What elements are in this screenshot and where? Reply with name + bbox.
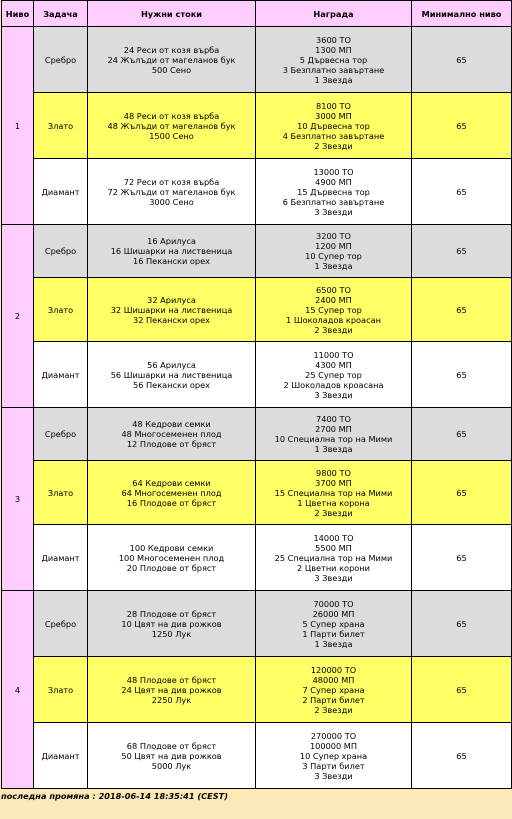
reward-line: 1 Парти билет: [302, 628, 365, 639]
goods-line: 3000 Сено: [149, 196, 194, 207]
task-cell: Сребро: [34, 408, 88, 461]
goods-line: 100 Многосеменен плод: [118, 552, 225, 563]
reward-line: 3 Звезди: [314, 389, 353, 400]
goods-line: 12 Плодове от бряст: [126, 439, 217, 449]
reward-line: 1 Звезда: [314, 74, 353, 85]
reward-line: 1300 МП: [315, 44, 352, 55]
task-cell: Злато: [34, 93, 88, 159]
reward-cell: [256, 225, 412, 278]
reward-line: 2 Звезди: [314, 140, 353, 151]
level-cell: 3: [2, 408, 34, 591]
reward-line: 11000 ТО: [313, 349, 354, 360]
goods-line: 48 Жълъди от магеланов бук: [107, 120, 236, 131]
table-row: [2, 591, 512, 657]
min-level-cell: 65: [412, 278, 512, 342]
header-reward: Награда: [256, 1, 412, 27]
table-body: [2, 27, 512, 789]
min-level-cell: 65: [412, 525, 512, 591]
reward-line: 2 Цветни корони: [297, 562, 370, 573]
reward-line: 2 Шоколадов кроасана: [283, 379, 384, 390]
reward-cell: [256, 591, 412, 657]
reward-line: 5500 МП: [315, 542, 352, 553]
reward-line: 3 Парти билет: [302, 760, 365, 771]
reward-line: 4900 МП: [315, 176, 352, 187]
goods-line: 16 Арилуса: [147, 236, 196, 246]
reward-line: 1 Звезда: [314, 638, 353, 649]
goods-line: 20 Плодове от бряст: [126, 562, 217, 573]
goods-cell: [88, 657, 256, 723]
reward-line: 100000 МП: [309, 740, 358, 751]
rewards-table: [1, 0, 512, 789]
reward-line: 7400 ТО: [316, 414, 351, 424]
reward-line: 3 Звезди: [314, 770, 353, 781]
header-min-level: Минимално ниво: [412, 1, 512, 27]
reward-cell: [256, 657, 412, 723]
table-row: [2, 225, 512, 278]
task-cell: Злато: [34, 461, 88, 525]
reward-line: 1 Цветна корона: [297, 497, 370, 508]
table-row: [2, 159, 512, 225]
reward-cell: [256, 159, 412, 225]
goods-line: 64 Многосеменен плод: [121, 487, 222, 498]
goods-cell: [88, 93, 256, 159]
goods-line: 16 Пекански орех: [133, 256, 210, 266]
level-cell: 2: [2, 225, 34, 408]
goods-line: 1250 Лук: [151, 628, 192, 639]
goods-line: 16 Шишарки на лиственица: [110, 246, 233, 256]
goods-line: 72 Реси от козя върба: [123, 176, 220, 187]
reward-line: 15 Дървесна тор: [297, 186, 370, 197]
goods-line: 50 Цвят на див рожков: [121, 750, 222, 761]
task-cell: Диамант: [34, 525, 88, 591]
last-modified: последна промяна : 2018-06-14 18:35:41 (CEST): [1, 791, 228, 801]
goods-cell: [88, 342, 256, 408]
header-goods: Нужни стоки: [88, 1, 256, 27]
goods-line: 64 Кедрови семки: [132, 477, 211, 488]
reward-line: 4300 МП: [315, 359, 352, 370]
reward-line: 48000 МП: [312, 674, 355, 685]
goods-line: 5000 Лук: [151, 760, 192, 771]
reward-line: 2 Звезди: [314, 704, 353, 715]
reward-cell: [256, 93, 412, 159]
reward-cell: [256, 278, 412, 342]
table-row: [2, 408, 512, 461]
reward-cell: [256, 525, 412, 591]
goods-line: 24 Цвят на див рожков: [121, 684, 222, 695]
min-level-cell: 65: [412, 408, 512, 461]
reward-line: 25 Супер тор: [305, 369, 362, 380]
reward-line: 2400 МП: [315, 294, 352, 305]
goods-line: 32 Арилуса: [147, 294, 196, 305]
goods-line: 100 Кедрови семки: [129, 542, 214, 553]
goods-line: 56 Шишарки на лиственица: [110, 369, 233, 380]
reward-line: 3700 МП: [315, 477, 352, 488]
table-row: [2, 27, 512, 93]
goods-line: 56 Арилуса: [147, 359, 196, 370]
table-row: [2, 525, 512, 591]
table-row: [2, 723, 512, 789]
reward-line: 4 Безплатно завъртане: [282, 130, 385, 141]
goods-line: 24 Реси от козя върба: [123, 44, 220, 55]
goods-line: 68 Плодове от бряст: [126, 740, 217, 751]
reward-cell: [256, 461, 412, 525]
reward-line: 2700 МП: [315, 424, 352, 434]
goods-line: 16 Плодове от бряст: [126, 497, 217, 508]
reward-line: 120000 ТО: [310, 664, 357, 675]
reward-line: 10 Супер храна: [299, 750, 368, 761]
goods-line: 48 Кедрови семки: [132, 419, 211, 429]
reward-cell: [256, 27, 412, 93]
min-level-cell: 65: [412, 657, 512, 723]
reward-line: 15 Супер тор: [305, 304, 362, 315]
goods-line: 48 Реси от козя върба: [123, 110, 220, 121]
goods-line: 72 Жълъди от магеланов бук: [107, 186, 236, 197]
min-level-cell: 65: [412, 591, 512, 657]
min-level-cell: 65: [412, 159, 512, 225]
reward-line: 8100 ТО: [316, 100, 351, 111]
goods-cell: [88, 591, 256, 657]
reward-line: 5 Дървесна тор: [299, 54, 368, 65]
goods-cell: [88, 525, 256, 591]
reward-line: 2 Парти билет: [302, 694, 365, 705]
reward-line: 270000 ТО: [310, 730, 357, 741]
reward-line: 26000 МП: [312, 608, 355, 619]
task-cell: Диамант: [34, 342, 88, 408]
reward-line: 1 Звезда: [314, 261, 353, 271]
reward-line: 9800 ТО: [316, 467, 351, 478]
goods-cell: [88, 278, 256, 342]
min-level-cell: 65: [412, 27, 512, 93]
reward-line: 5 Супер храна: [302, 618, 365, 629]
reward-line: 1 Звезда: [314, 444, 353, 454]
goods-line: 32 Шишарки на лиственица: [110, 304, 233, 315]
goods-line: 56 Пекански орех: [133, 379, 210, 390]
task-cell: Злато: [34, 278, 88, 342]
goods-cell: [88, 461, 256, 525]
header-level: Ниво: [2, 1, 34, 27]
goods-line: 10 Цвят на див рожков: [121, 618, 222, 629]
header-task: Задача: [34, 1, 88, 27]
reward-cell: [256, 408, 412, 461]
goods-cell: [88, 27, 256, 93]
min-level-cell: 65: [412, 461, 512, 525]
min-level-cell: 65: [412, 93, 512, 159]
reward-line: 13000 ТО: [313, 166, 354, 177]
goods-line: 28 Плодове от бряст: [126, 608, 217, 619]
task-cell: Диамант: [34, 159, 88, 225]
goods-line: 2250 Лук: [151, 694, 192, 705]
table-row: [2, 93, 512, 159]
reward-line: 3 Звезди: [314, 572, 353, 583]
table-row: [2, 461, 512, 525]
reward-line: 3 Звезди: [314, 206, 353, 217]
reward-line: 1 Шоколадов кроасан: [286, 314, 381, 325]
reward-line: 3200 ТО: [316, 231, 351, 241]
min-level-cell: 65: [412, 723, 512, 789]
reward-line: 3000 МП: [315, 110, 352, 121]
reward-line: 3600 ТО: [316, 34, 351, 45]
goods-cell: [88, 723, 256, 789]
reward-line: 70000 ТО: [313, 598, 354, 609]
min-level-cell: 65: [412, 342, 512, 408]
reward-line: 10 Супер тор: [305, 251, 362, 261]
task-cell: Сребро: [34, 27, 88, 93]
reward-line: 6 Безплатно завъртане: [282, 196, 385, 207]
table-row: [2, 278, 512, 342]
reward-line: 7 Супер храна: [302, 684, 365, 695]
reward-line: 25 Специална тор на Мими: [274, 552, 393, 563]
reward-line: 2 Звезди: [314, 324, 353, 335]
goods-line: 32 Пекански орех: [133, 314, 210, 325]
task-cell: Сребро: [34, 591, 88, 657]
table-row: [2, 342, 512, 408]
goods-line: 24 Жълъди от магеланов бук: [107, 54, 236, 65]
goods-cell: [88, 159, 256, 225]
reward-line: 1200 МП: [315, 241, 352, 251]
goods-line: 48 Плодове от бряст: [126, 674, 217, 685]
task-cell: Диамант: [34, 723, 88, 789]
level-cell: 4: [2, 591, 34, 789]
min-level-cell: 65: [412, 225, 512, 278]
goods-cell: [88, 408, 256, 461]
reward-line: 3 Безплатно завъртане: [282, 64, 385, 75]
reward-cell: [256, 342, 412, 408]
task-cell: Сребро: [34, 225, 88, 278]
level-cell: 1: [2, 27, 34, 225]
reward-line: 10 Специална тор на Мими: [274, 434, 393, 444]
goods-line: 1500 Сено: [149, 130, 194, 141]
reward-line: 10 Дървесна тор: [297, 120, 370, 131]
reward-line: 15 Специална тор на Мими: [274, 487, 393, 498]
header-row: [2, 1, 512, 27]
reward-line: 2 Звезди: [314, 507, 353, 518]
task-cell: Злато: [34, 657, 88, 723]
reward-line: 14000 ТО: [313, 532, 354, 543]
table-row: [2, 657, 512, 723]
goods-cell: [88, 225, 256, 278]
reward-cell: [256, 723, 412, 789]
goods-line: 48 Многосеменен плод: [121, 429, 222, 439]
reward-line: 6500 ТО: [316, 284, 351, 295]
goods-line: 500 Сено: [151, 64, 192, 75]
